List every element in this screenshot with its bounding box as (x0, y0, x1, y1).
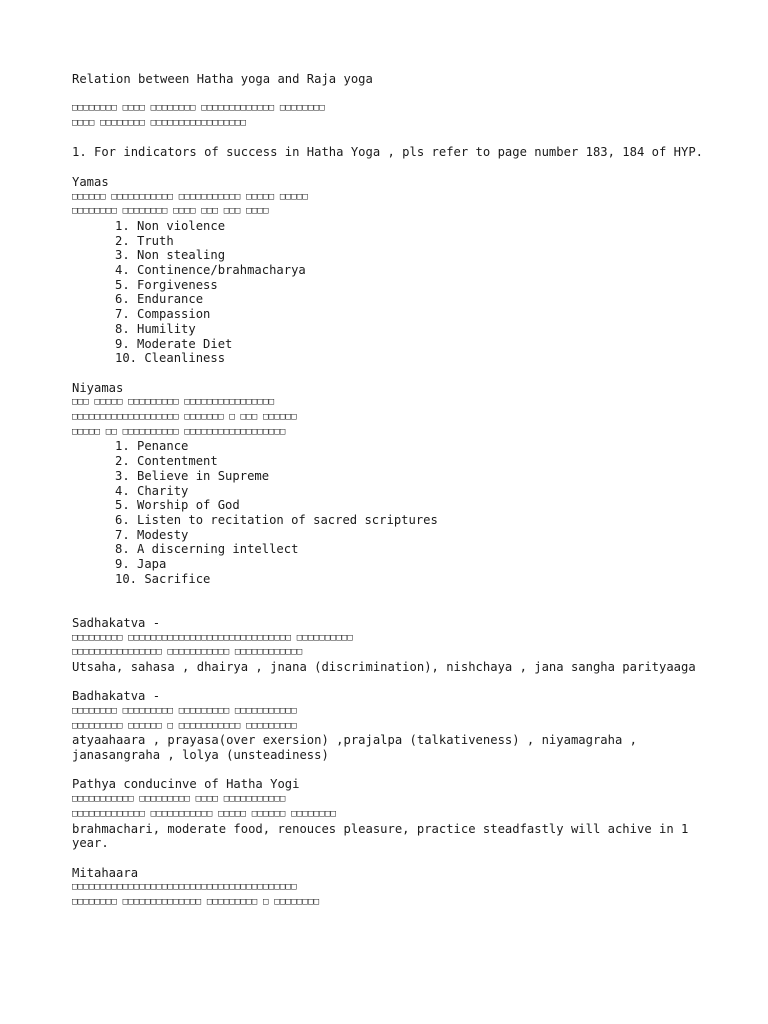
spacer (72, 763, 712, 778)
list-item: 7. Compassion (115, 307, 211, 322)
sadhakatva-section (72, 616, 712, 675)
yamas-list (72, 219, 712, 366)
spacer (72, 131, 712, 146)
badhakatva-heading: Badhakatva - (72, 689, 161, 704)
list-item: 5. Worship of God (115, 498, 240, 513)
list-item: 8. Humility (115, 321, 196, 336)
unrendered-script-line: □□□□□□□□ □□□□□□□□ □□□□ □□□ □□□ □□□□ (72, 206, 269, 217)
list-item: 7. Modesty (115, 527, 189, 542)
spacer (72, 160, 712, 175)
list-item: 6. Endurance (115, 292, 204, 307)
unrendered-script-line: □□□□□□□□□□□□□□□□□□□□□□□□□□□□□□□□□□□□□□□□ (72, 882, 297, 893)
list-item: 2. Contentment (115, 454, 218, 469)
list-item: 6. Listen to recitation of sacred scriptures (115, 512, 438, 527)
spacer (72, 586, 712, 615)
unrendered-script-line: □□□□□□□□ □□□□□□□□□□□□□□ □□□□□□□□□ □ □□□□□□□□ (72, 897, 320, 908)
spacer (72, 675, 712, 690)
list-item: 2. Truth (115, 233, 174, 248)
unrendered-script-line: □□□□□□□□□□□□□ □□□□□□□□□□□ □□□□□ □□□□□□ □□□□□□□□ (72, 808, 337, 819)
pathya-heading: Pathya conducinve of Hatha Yogi (72, 777, 300, 792)
pathya-text: brahmachari, moderate food, renouces pleasure, practice steadfastly will achive in 1 year. (72, 821, 696, 851)
list-item: 10. Sacrifice (115, 571, 211, 586)
document-title: Relation between Hatha yoga and Raja yoga (72, 72, 373, 86)
list-item: 1. Penance (115, 439, 189, 454)
unrendered-script-line: □□□□□□ □□□□□□□□□□□ □□□□□□□□□□□ □□□□□ □□□□□ (72, 191, 308, 202)
document-page (72, 72, 712, 910)
mitahaara-section (72, 866, 712, 910)
list-item: 8. A discerning intellect (115, 542, 299, 557)
list-item: 3. Believe in Supreme (115, 468, 270, 483)
unrendered-script-line: □□□□□□□□□□□ □□□□□□□□□ □□□□ □□□□□□□□□□□ (72, 794, 286, 805)
list-item: 9. Japa (115, 557, 167, 572)
yamas-section (72, 175, 712, 366)
list-item: 1. Non violence (115, 218, 226, 233)
unrendered-script-line: □□□□□□□□□ □□□□□□□□□□□□□□□□□□□□□□□□□□□□□ □□□□□□□□□□ (72, 632, 353, 643)
spacer (72, 366, 712, 381)
list-item: 5. Forgiveness (115, 277, 218, 292)
niyamas-list (72, 439, 712, 586)
niyamas-section (72, 381, 712, 587)
unrendered-script-line: □□□□□ □□ □□□□□□□□□□ □□□□□□□□□□□□□□□□□□ (72, 426, 286, 437)
list-item: 4. Continence/brahmacharya (115, 263, 306, 278)
unrendered-script-line: □□□□□□□□ □□□□ □□□□□□□□ □□□□□□□□□□□□□ □□□□□□□□ (72, 103, 325, 114)
spacer (72, 851, 712, 866)
niyamas-heading: Niyamas (72, 380, 124, 395)
badhakatva-section (72, 689, 712, 762)
yamas-heading: Yamas (72, 174, 109, 189)
unrendered-script-line: □□□□□□□□ □□□□□□□□□ □□□□□□□□□ □□□□□□□□□□□ (72, 706, 297, 716)
badhakatva-text: atyaahaara , prayasa(over exersion) ,prajalpa (talkativeness) , niyamagraha , janasangraha , lolya (unsteadiness) (72, 733, 645, 763)
list-item: 4. Charity (115, 483, 189, 498)
list-item: 3. Non stealing (115, 248, 226, 263)
list-item: 9. Moderate Diet (115, 336, 233, 351)
sadhakatva-heading: Sadhakatva - (72, 615, 161, 630)
unrendered-script-line: □□□□□□□□□ □□□□□□ □ □□□□□□□□□□□ □□□□□□□□□ (72, 720, 297, 731)
mitahaara-heading: Mitahaara (72, 865, 139, 880)
list-item: 10. Cleanliness (115, 351, 226, 366)
unrendered-script-line: □□□□ □□□□□□□□ □□□□□□□□□□□□□□□□□ (72, 118, 247, 129)
unrendered-script-line: □□□□□□□□□□□□□□□□□□□ □□□□□□□ □ □□□ □□□□□□ (72, 412, 297, 423)
indicators-paragraph: 1. For indicators of success in Hatha Yoga , pls refer to page number 183, 184 of HYP. (72, 145, 704, 160)
sadhakatva-text: Utsaha, sahasa , dhairya , jnana (discrimination), nishchaya , jana sangha parityaaga (72, 659, 696, 674)
pathya-section (72, 777, 712, 850)
unrendered-script-line: □□□ □□□□□ □□□□□□□□□ □□□□□□□□□□□□□□□□ (72, 397, 275, 408)
unrendered-script-line: □□□□□□□□□□□□□□□□ □□□□□□□□□□□ □□□□□□□□□□□□ (72, 647, 303, 658)
spacer (72, 87, 712, 102)
